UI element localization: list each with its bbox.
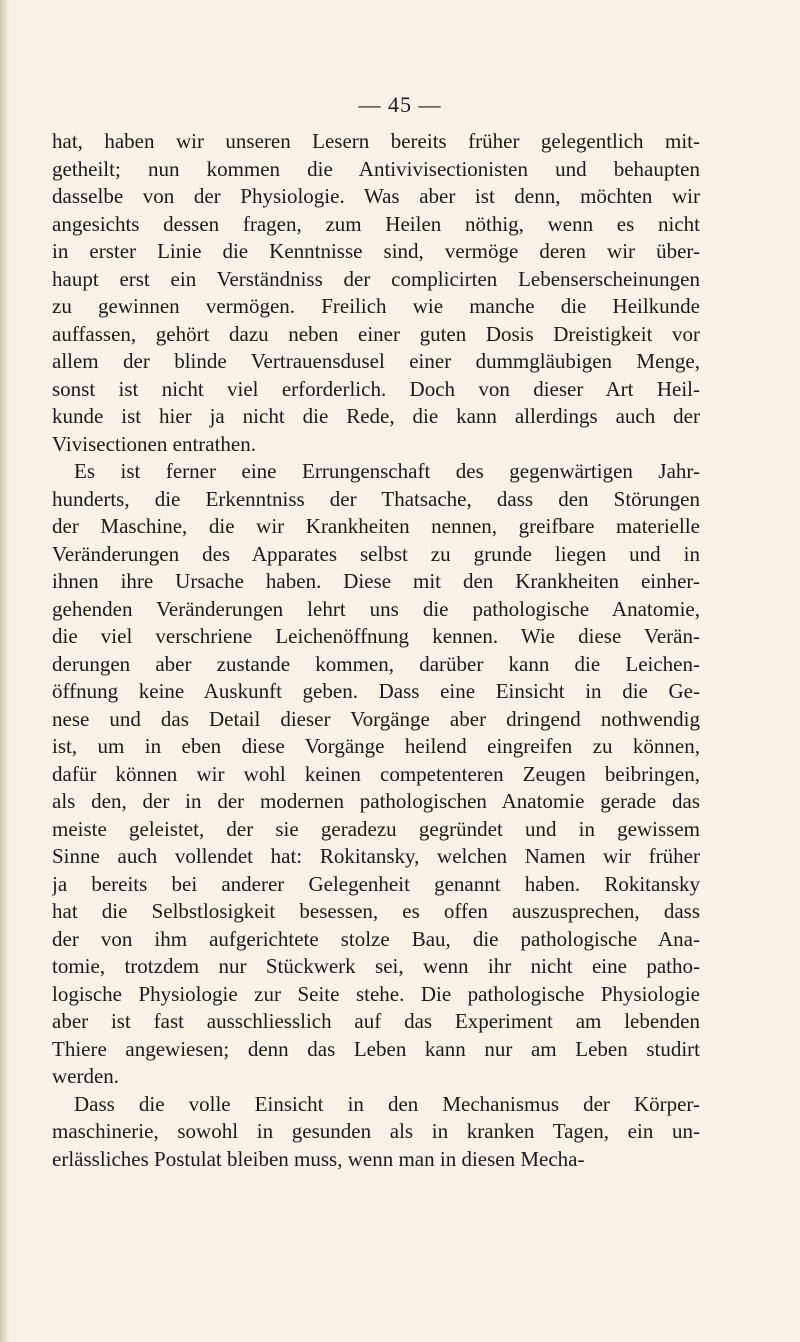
text-line: haupt erst ein Verständniss der complicirten Lebenserscheinungen bbox=[52, 266, 700, 291]
text-line: Dass die volle Einsicht in den Mechanismus der Körper- bbox=[74, 1091, 700, 1116]
text-line: dafür können wir wohl keinen competenteren Zeugen beibringen, bbox=[52, 761, 700, 786]
text-line: maschinerie, sowohl in gesunden als in kranken Tagen, ein un- bbox=[52, 1119, 700, 1143]
text-line: nese und das Detail dieser Vorgänge aber dringend nothwendig bbox=[52, 706, 700, 731]
text-line: ja bereits bei anderer Gelegenheit genannt haben. Rokitansky bbox=[52, 871, 700, 896]
text-line: ihnen ihre Ursache haben. Diese mit den Krankheiten einher- bbox=[52, 569, 700, 593]
text-line: werden. bbox=[52, 1064, 120, 1088]
text-line: dasselbe von der Physiologie. Was aber ist denn, möchten wir bbox=[52, 184, 700, 208]
text-line: hat, haben wir unseren Lesern bereits früher gelegentlich mit- bbox=[52, 129, 700, 153]
text-line: ist, um in eben diese Vorgänge heilend eingreifen zu können, bbox=[52, 734, 700, 758]
page-number: — 45 — bbox=[358, 92, 442, 117]
text-line: Sinne auch vollendet hat: Rokitansky, welchen Namen wir früher bbox=[52, 844, 700, 868]
text-line: logische Physiologie zur Seite stehe. Die pathologische Physiologie bbox=[52, 981, 700, 1006]
text-line: der Maschine, die wir Krankheiten nennen, greifbare materielle bbox=[52, 514, 700, 538]
text-line: als den, der in der modernen pathologischen Anatomie gerade das bbox=[52, 789, 700, 813]
text-line: gehenden Veränderungen lehrt uns die pathologische Anatomie, bbox=[52, 596, 700, 621]
paragraph bbox=[52, 128, 700, 458]
text-line: öffnung keine Auskunft geben. Dass eine Einsicht in die Ge- bbox=[52, 679, 700, 703]
text-line: hat die Selbstlosigkeit besessen, es offen auszusprechen, dass bbox=[52, 899, 700, 923]
text-line: getheilt; nun kommen die Antivivisectionisten und behaupten bbox=[52, 156, 700, 181]
page-edge-shadow bbox=[0, 0, 9, 1342]
text-line: tomie, trotzdem nur Stückwerk sei, wenn ihr nicht eine patho- bbox=[52, 954, 700, 978]
text-line: Veränderungen des Apparates selbst zu grunde liegen und in bbox=[52, 541, 700, 566]
text-line: Vivisectionen entrathen. bbox=[52, 431, 257, 456]
text-line: angesichts dessen fragen, zum Heilen nöthig, wenn es nicht bbox=[52, 211, 700, 236]
text-line: derungen aber zustande kommen, darüber kann die Leichen- bbox=[52, 651, 700, 676]
text-line: sonst ist nicht viel erforderlich. Doch von dieser Art Heil- bbox=[52, 376, 700, 401]
text-line: erlässliches Postulat bleiben muss, wenn man in diesen Mecha- bbox=[52, 1146, 585, 1171]
text-line: meiste geleistet, der sie geradezu gegründet und in gewissem bbox=[52, 816, 700, 841]
text-line: Thiere angewiesen; denn das Leben kann nur am Leben studirt bbox=[52, 1036, 700, 1061]
paragraph bbox=[52, 1091, 700, 1174]
text-line: kunde ist hier ja nicht die Rede, die kann allerdings auch der bbox=[52, 404, 700, 428]
text-line: die viel verschriene Leichenöffnung kennen. Wie diese Verän- bbox=[52, 624, 700, 648]
text-line: Es ist ferner eine Errungenschaft des gegenwärtigen Jahr- bbox=[74, 459, 700, 483]
text-line: zu gewinnen vermögen. Freilich wie manche die Heilkunde bbox=[52, 294, 700, 318]
body-text bbox=[52, 128, 700, 1173]
text-line: hunderts, die Erkenntniss der Thatsache, dass den Störungen bbox=[52, 486, 700, 511]
text-line: allem der blinde Vertrauensdusel einer dummgläubigen Menge, bbox=[52, 349, 700, 373]
text-line: in erster Linie die Kenntnisse sind, vermöge deren wir über- bbox=[52, 239, 700, 263]
text-line: auffassen, gehört dazu neben einer guten Dosis Dreistigkeit vor bbox=[52, 321, 700, 346]
text-line: aber ist fast ausschliesslich auf das Experiment am lebenden bbox=[52, 1009, 700, 1033]
paragraph bbox=[52, 458, 700, 1091]
text-line: der von ihm aufgerichtete stolze Bau, die pathologische Ana- bbox=[52, 926, 700, 951]
